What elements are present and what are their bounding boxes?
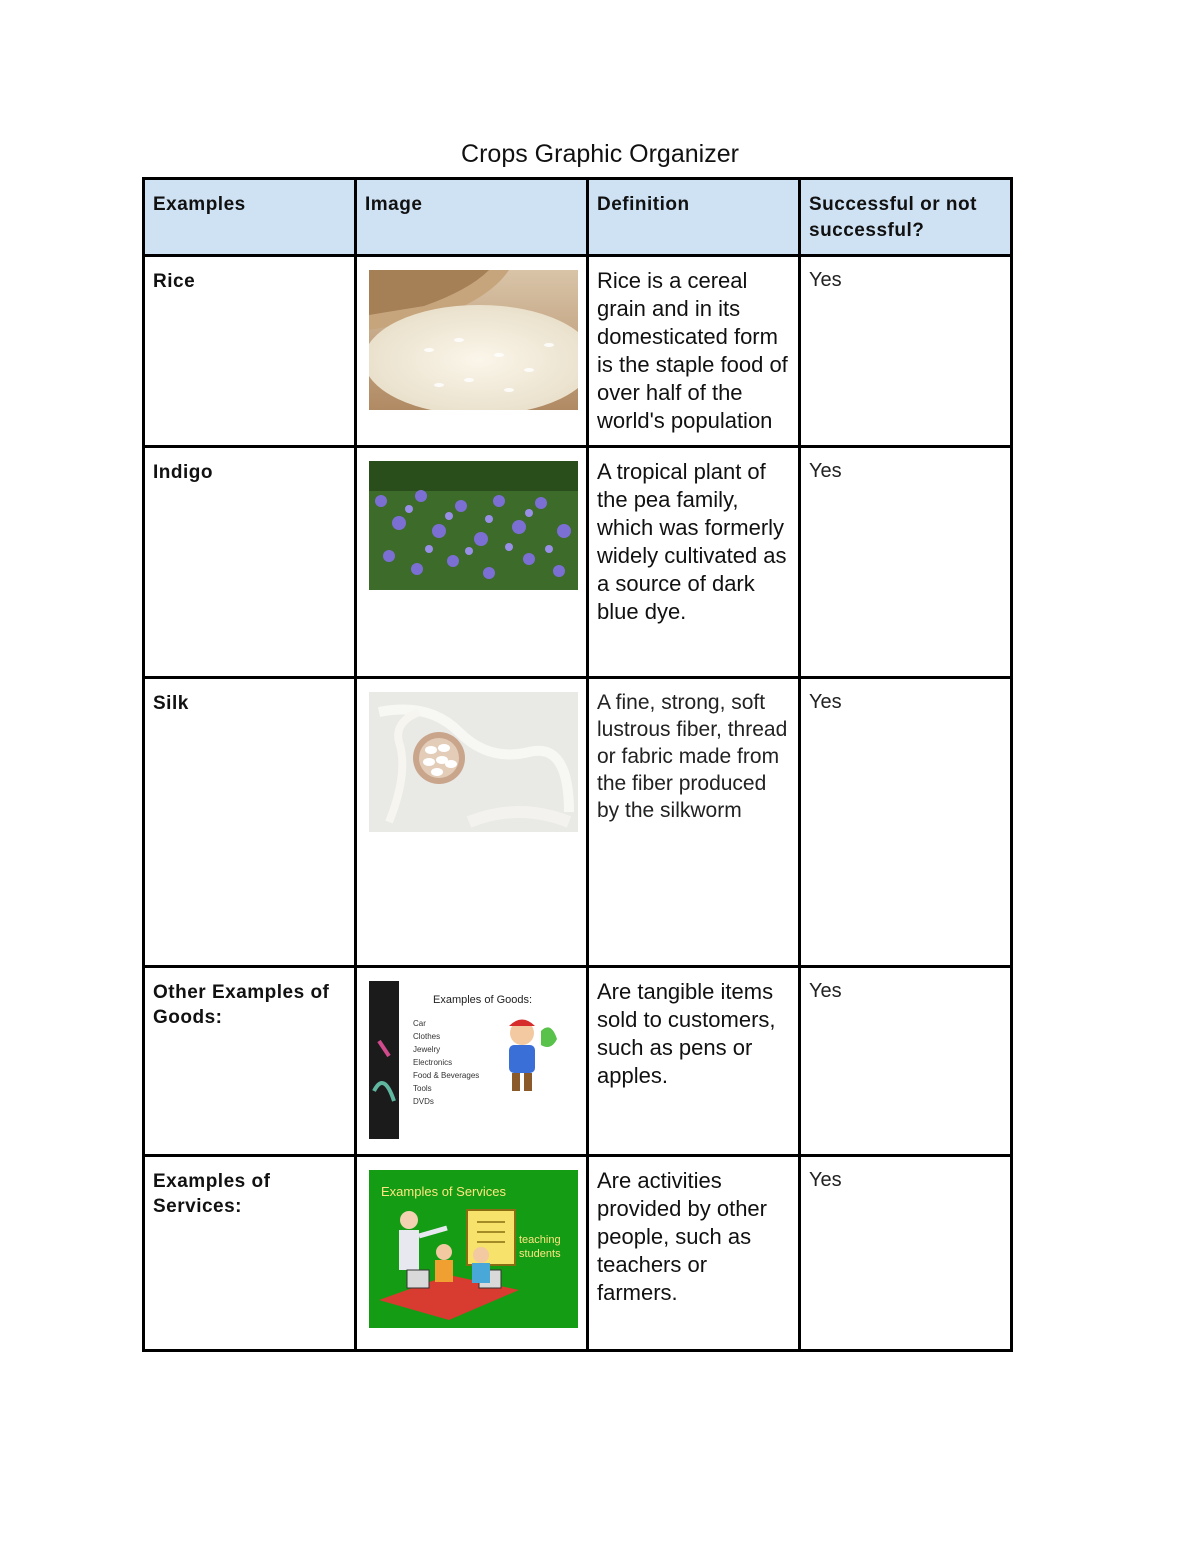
example-cell: Other Examples of Goods: (144, 967, 356, 1156)
goods-slide-image (369, 981, 578, 1139)
definition-cell: Rice is a cereal grain and in its domesticated form is the staple food of over half of the world's population (588, 256, 800, 447)
silk-image (369, 692, 578, 832)
header-examples: Examples (144, 179, 356, 256)
definition-cell: A fine, strong, soft lustrous fiber, thread or fabric made from the fiber produced by the silkworm (588, 678, 800, 967)
goods-item: Electronics (413, 1058, 453, 1067)
successful-cell: Yes (800, 678, 1012, 967)
successful-cell: Yes (800, 1156, 1012, 1351)
table-row (144, 447, 1012, 678)
definition-cell: Are tangible items sold to customers, such as pens or apples. (588, 967, 800, 1156)
page-title: Crops Graphic Organizer (461, 140, 739, 168)
header-image: Image (356, 179, 588, 256)
table-row (144, 967, 1012, 1156)
rice-image (369, 270, 578, 410)
example-cell: Rice (144, 256, 356, 447)
successful-cell: Yes (800, 967, 1012, 1156)
table-header-row (144, 179, 1012, 256)
goods-item: DVDs (413, 1097, 434, 1106)
crops-table (142, 177, 1013, 1352)
image-cell (356, 967, 588, 1156)
services-slide-title: Examples of Services (381, 1184, 506, 1199)
example-cell: Silk (144, 678, 356, 967)
goods-item: Jewelry (413, 1045, 441, 1054)
services-caption: teaching (519, 1234, 561, 1246)
image-cell (356, 678, 588, 967)
header-definition: Definition (588, 179, 800, 256)
image-cell (356, 1156, 588, 1351)
indigo-image (369, 461, 578, 590)
table-row (144, 678, 1012, 967)
goods-item: Tools (413, 1084, 432, 1093)
services-slide-image (369, 1170, 578, 1328)
successful-cell: Yes (800, 447, 1012, 678)
example-cell: Examples of Services: (144, 1156, 356, 1351)
image-cell (356, 256, 588, 447)
header-successful: Successful or not successful? (800, 179, 1012, 256)
example-cell: Indigo (144, 447, 356, 678)
table-row (144, 256, 1012, 447)
table-row (144, 1156, 1012, 1351)
image-cell (356, 447, 588, 678)
goods-item: Clothes (413, 1032, 441, 1041)
goods-item: Food & Beverages (413, 1071, 480, 1080)
successful-cell: Yes (800, 256, 1012, 447)
definition-cell: Are activities provided by other people, such as teachers or farmers. (588, 1156, 800, 1351)
goods-item: Car (413, 1019, 426, 1028)
definition-cell: A tropical plant of the pea family, which was formerly widely cultivated as a source of dark blue dye. (588, 447, 800, 678)
goods-slide-title: Examples of Goods: (433, 994, 533, 1006)
services-caption: students (519, 1248, 561, 1260)
